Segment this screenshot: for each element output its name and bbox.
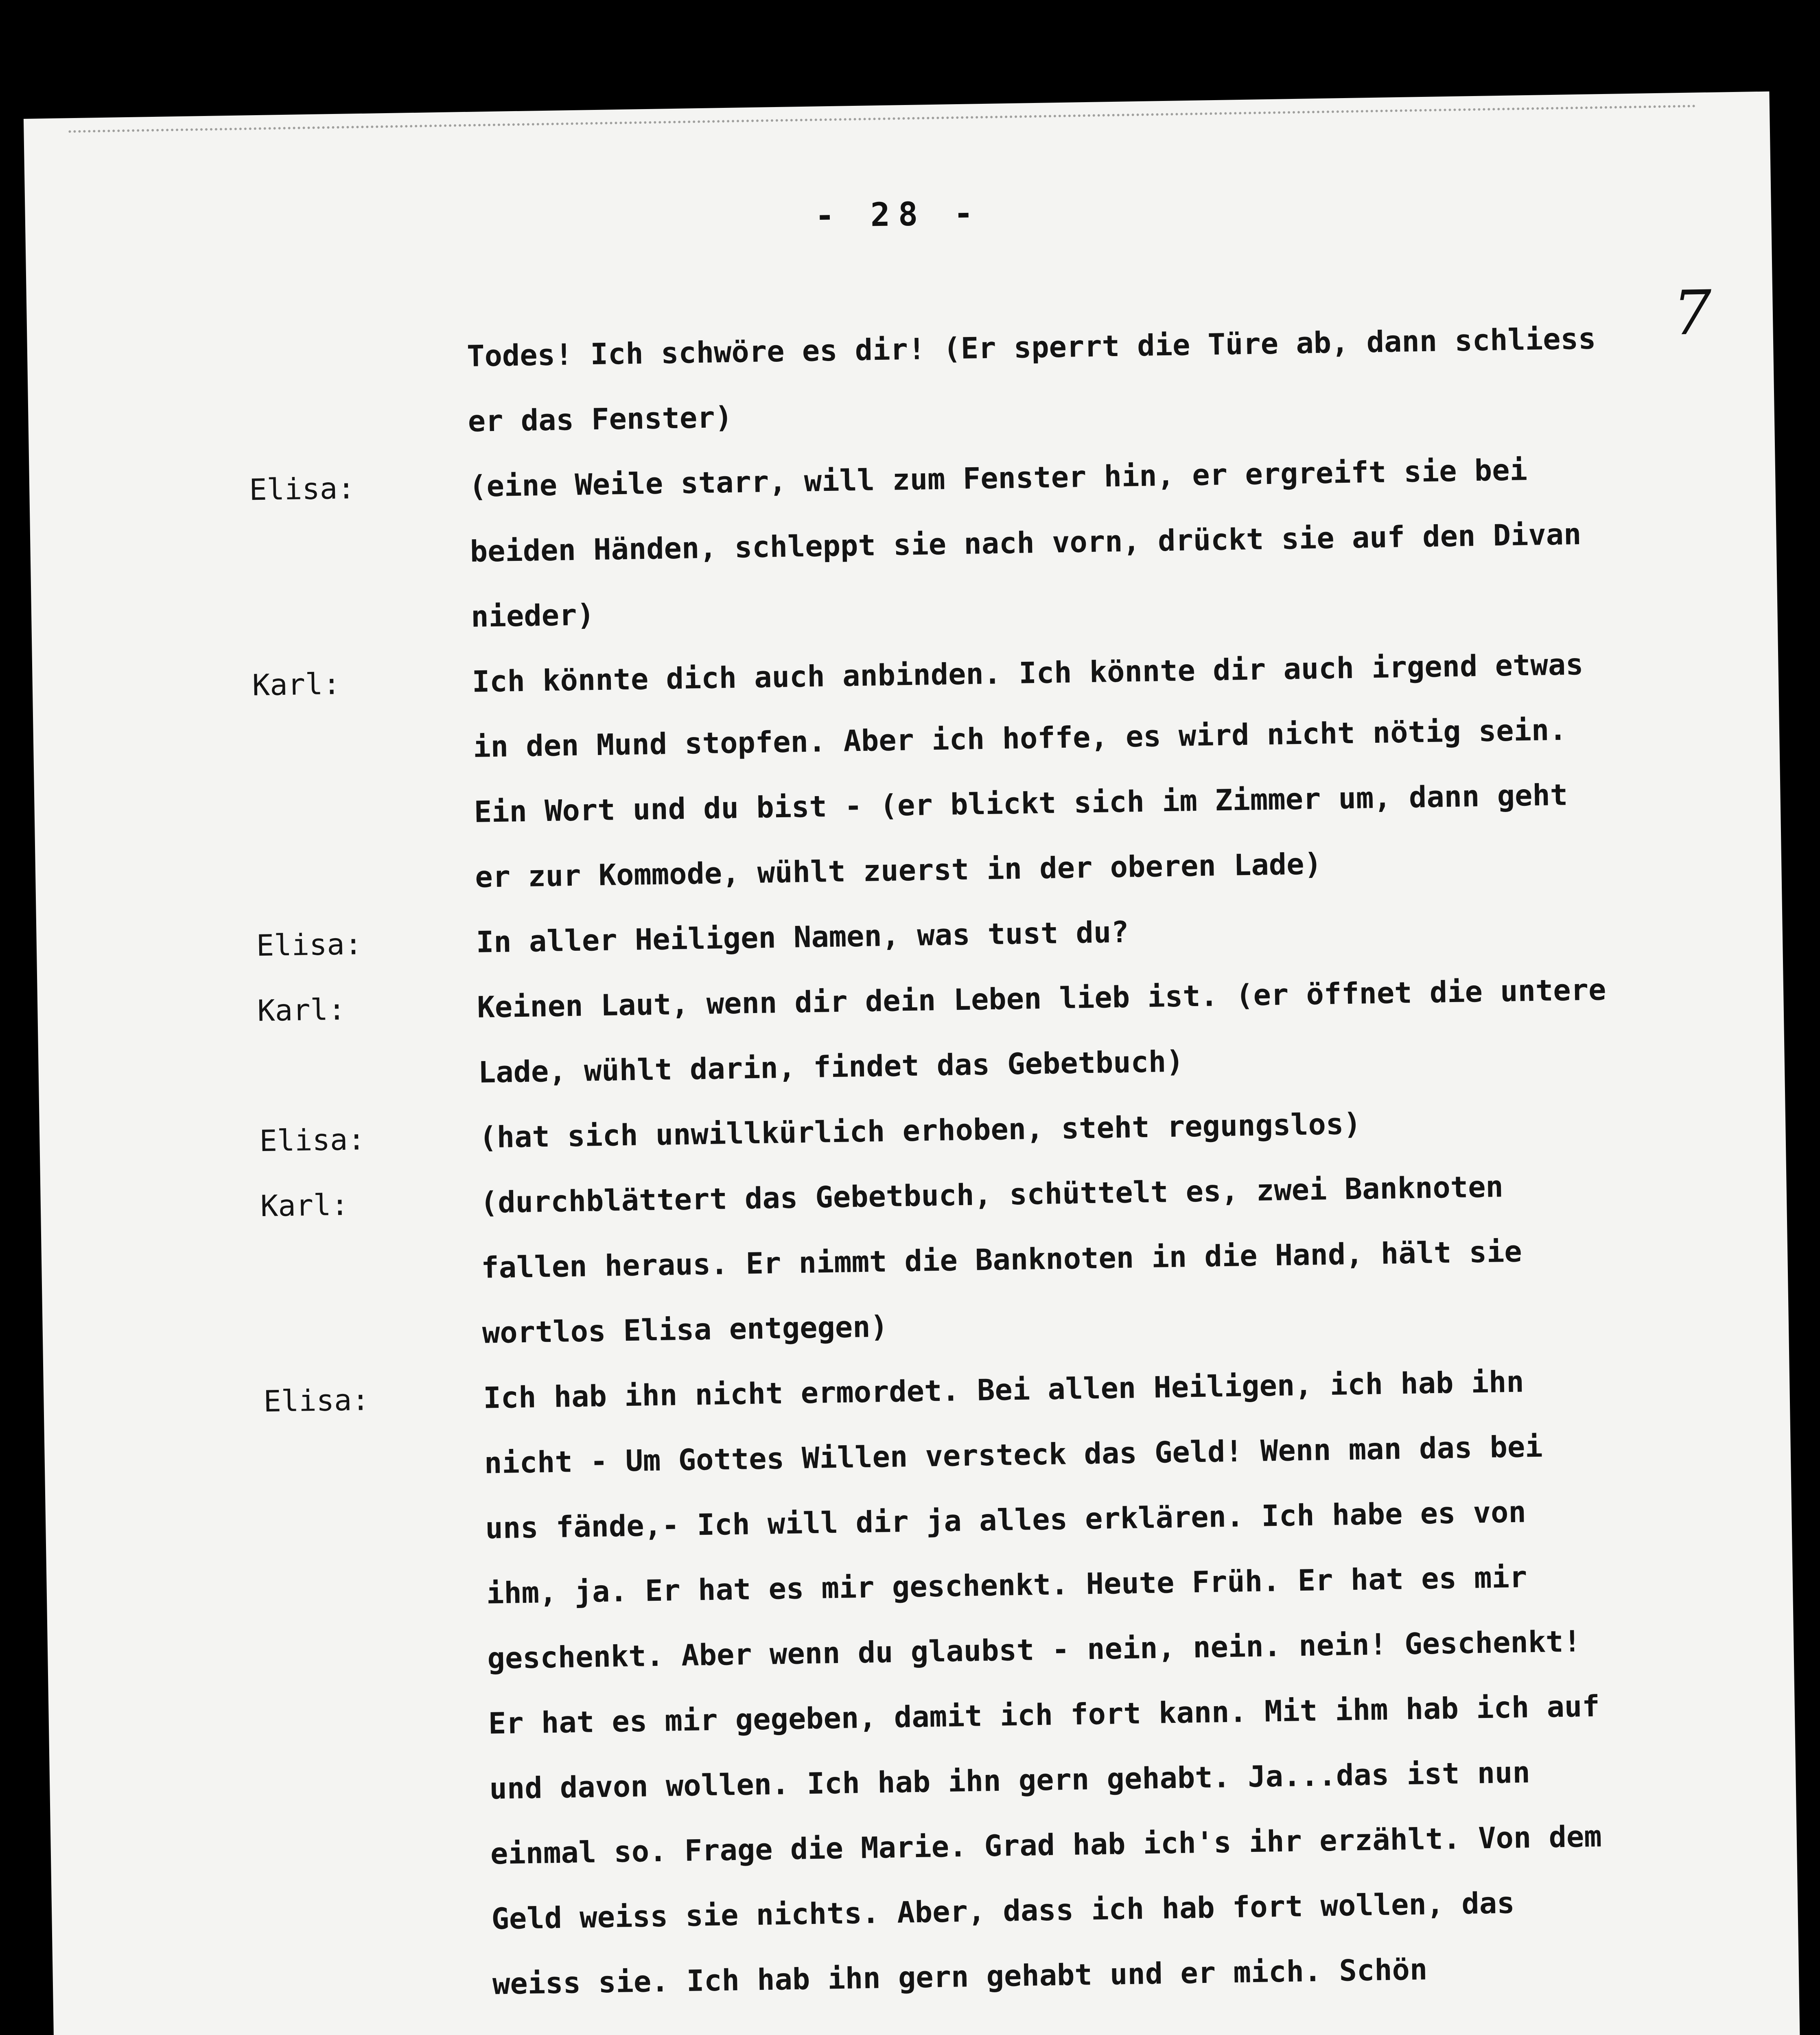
dialogue-text: nicht - Um Gottes Willen versteck das Geld! Wenn man das bei xyxy=(484,1429,1543,1480)
dialogue-text: Lade, wühlt darin, findet das Gebetbuch) xyxy=(478,1044,1184,1090)
dialogue-text: Todes! Ich schwöre es dir! (Er sperrt die Türe ab, dann schliess xyxy=(466,321,1596,373)
speaker-name: Elisa: xyxy=(259,1122,366,1158)
dialogue-text: geschenkt. Aber wenn du glaubst - nein, nein. nein! Geschenkt! xyxy=(487,1624,1582,1676)
speaker-name: Karl: xyxy=(260,1187,349,1223)
dialogue-text: weiss sie. Ich hab ihn gern gehabt und er mich. Schön xyxy=(492,1952,1428,2001)
document-page xyxy=(24,92,1800,2035)
dialogue-text: (hat sich unwillkürlich erhoben, steht regungslos) xyxy=(479,1106,1362,1155)
dialogue-text: Keinen Laut, wenn dir dein Leben lieb ist. (er öffnet die untere xyxy=(477,972,1606,1024)
dialogue-text: In aller Heiligen Namen, was tust du? xyxy=(476,915,1129,959)
speaker-name: Elisa: xyxy=(249,471,356,507)
dialogue-text: in den Mund stopfen. Aber ich hoffe, es wird nicht nötig sein. xyxy=(472,712,1567,764)
dialogue-text: (eine Weile starr, will zum Fenster hin, er ergreift sie bei xyxy=(468,453,1528,503)
dialogue-text: nieder) xyxy=(470,597,595,634)
dialogue-text: Geld weiss sie nichts. Aber, dass ich hab fort wollen, das xyxy=(491,1885,1515,1936)
dialogue-text: er zur Kommode, wühlt zuerst in der oberen Lade) xyxy=(475,847,1322,894)
speaker-name: Karl: xyxy=(257,992,346,1028)
dialogue-text: wortlos Elisa entgegen) xyxy=(482,1309,888,1350)
dialogue-text: er das Fenster) xyxy=(468,400,733,438)
dialogue-text: beiden Händen, schleppt sie nach vorn, drückt sie auf den Divan xyxy=(470,517,1582,569)
dialogue-text: und davon wollen. Ich hab ihn gern gehabt. Ja...das ist nun xyxy=(489,1755,1531,1806)
dialogue-text: Ich könnte dich auch anbinden. Ich könnte dir auch irgend etwas xyxy=(472,647,1584,699)
speaker-name: Elisa: xyxy=(256,927,363,963)
speaker-name: Karl: xyxy=(252,666,341,702)
speaker-name: Elisa: xyxy=(263,1383,370,1419)
dialogue-text: ihm, ja. Er hat es mir geschenkt. Heute Früh. Er hat es mir xyxy=(486,1560,1527,1610)
dialogue-text: Er hat es mir gegeben, damit ich fort kann. Mit ihm hab ich auf xyxy=(488,1689,1600,1741)
page-number: - 28 - xyxy=(814,194,982,235)
dialogue-text: (durchblättert das Gebetbuch, schüttelt es, zwei Banknoten xyxy=(480,1169,1504,1220)
dialogue-text: fallen heraus. Er nimmt die Banknoten in die Hand, hält sie xyxy=(481,1234,1522,1285)
script-body xyxy=(27,303,1772,2001)
dialogue-text: uns fände,- Ich will dir ja alles erklären. Ich habe es von xyxy=(485,1495,1527,1545)
handwritten-margin-mark: 7 xyxy=(1672,277,1713,349)
dialogue-text: Ein Wort und du bist - (er blickt sich im Zimmer um, dann geht xyxy=(474,777,1568,829)
bleed-through-marks xyxy=(68,105,1696,149)
dialogue-text: Ich hab ihn nicht ermordet. Bei allen Heiligen, ich hab ihn xyxy=(483,1364,1525,1415)
dialogue-text: einmal so. Frage die Marie. Grad hab ich's ihr erzählt. Von dem xyxy=(490,1819,1602,1871)
